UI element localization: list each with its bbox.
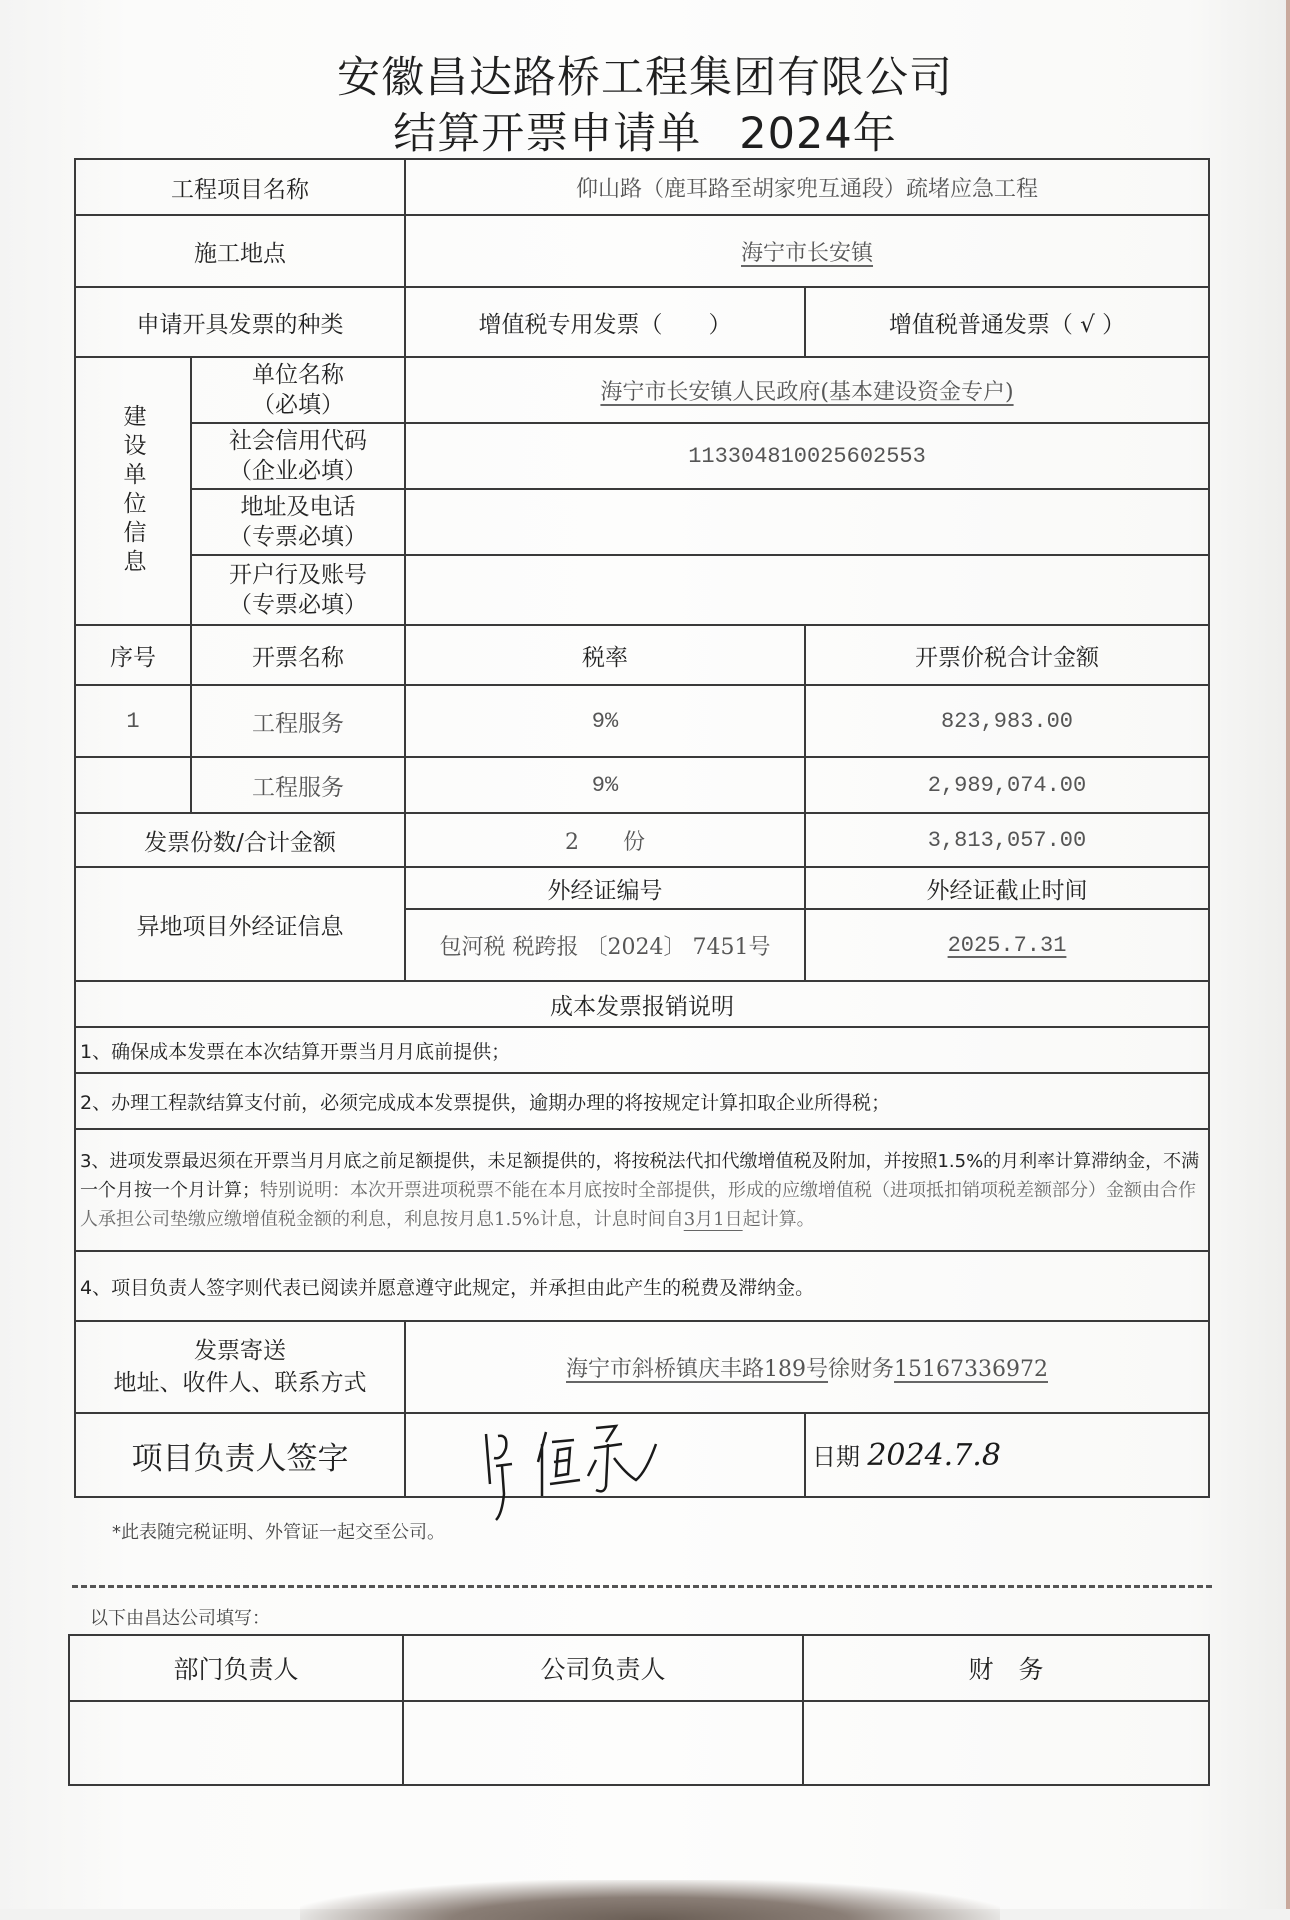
header-amount: 开票价税合计金额 <box>805 625 1209 685</box>
external-deadline-value: 2025.7.31 <box>947 932 1067 958</box>
date-field[interactable] <box>805 1413 1209 1497</box>
note-3 <box>75 1129 1209 1251</box>
approval-company-head: 公司负责人 <box>403 1635 803 1701</box>
site-value-cell[interactable] <box>405 215 1209 287</box>
builder-field-label: 地址及电话 （专票必填） <box>191 489 405 555</box>
project-name-value[interactable]: 仰山路（鹿耳路至胡家兜互通段）疏堵应急工程 <box>405 159 1209 215</box>
invoice-type-row <box>75 287 1209 357</box>
builder-name-value: 海宁市长安镇人民政府(基本建设资金专户) <box>600 379 1014 405</box>
item-row <box>75 685 1209 757</box>
item-amount[interactable]: 823,983.00 <box>805 685 1209 757</box>
items-header-row <box>75 625 1209 685</box>
note-row <box>75 1073 1209 1129</box>
note-3-end: 起计算。 <box>742 1208 815 1230</box>
notes-title: 成本发票报销说明 <box>75 981 1209 1027</box>
mailing-address: 海宁市斜桥镇庆丰路189号 <box>566 1356 829 1382</box>
company-fill-label: 以下由昌达公司填写： <box>90 1608 270 1629</box>
total-amount[interactable]: 3,813,057.00 <box>805 813 1209 867</box>
item-seq: 1 <box>75 685 191 757</box>
builder-name-value-cell[interactable] <box>405 357 1209 423</box>
project-name-row <box>75 159 1209 215</box>
date-value: 2024.7.8 <box>867 1438 1001 1473</box>
site-label: 施工地点 <box>75 215 405 287</box>
note-3-main: 3、进项发票最迟须在开票当月月底之前足额提供，未足额提供的，将按税法代扣代缴增值税及附加，并按照1.5%的月利率计算滞纳金，不满一个月按一个月计算； <box>80 1150 1200 1201</box>
company-title: 安徽昌达路桥工程集团有限公司 <box>337 53 953 103</box>
form-title <box>0 100 1290 161</box>
builder-group-label: 建设单位信息 <box>75 357 191 625</box>
note-1: 1、确保成本发票在本次结算开票当月月底前提供； <box>75 1027 1209 1073</box>
site-row <box>75 215 1209 287</box>
approval-header-row <box>69 1635 1209 1701</box>
signature-row <box>75 1413 1209 1497</box>
external-number-value[interactable]: 包河税 税跨报 〔2024〕 7451号 <box>405 909 805 981</box>
header-seq: 序号 <box>75 625 191 685</box>
cut-line <box>72 1585 1212 1588</box>
approval-table <box>68 1634 1210 1786</box>
approval-dept-head: 部门负责人 <box>69 1635 403 1701</box>
item-name[interactable]: 工程服务 <box>191 757 405 813</box>
dept-head-sign-field[interactable] <box>69 1701 403 1785</box>
item-seq <box>75 757 191 813</box>
header-tax-rate: 税率 <box>405 625 805 685</box>
builder-field-label: 社会信用代码 （企业必填） <box>191 423 405 489</box>
builder-row <box>75 357 1209 423</box>
form-year: 2024年 <box>739 109 897 159</box>
builder-field-label: 开户行及账号 （专票必填） <box>191 555 405 625</box>
header-invoice-name: 开票名称 <box>191 625 405 685</box>
external-label: 异地项目外经证信息 <box>75 867 405 981</box>
finance-sign-field[interactable] <box>803 1701 1209 1785</box>
note-3-date: 3月1日 <box>683 1208 743 1230</box>
item-row <box>75 757 1209 813</box>
total-label: 发票份数/合计金额 <box>75 813 405 867</box>
mailing-row <box>75 1321 1209 1413</box>
note-row <box>75 1129 1209 1251</box>
credit-code-value[interactable]: 11330481002560255​3 <box>405 423 1209 489</box>
normal-invoice-option[interactable]: 增值税普通发票（ √ ） <box>805 287 1209 357</box>
approval-sign-row <box>69 1701 1209 1785</box>
note-row <box>75 1251 1209 1321</box>
footnote: *此表随完税证明、外管证一起交至公司。 <box>112 1522 445 1543</box>
application-form-table <box>74 158 1210 1498</box>
builder-row <box>75 555 1209 625</box>
item-rate[interactable]: 9% <box>405 757 805 813</box>
company-head-sign-field[interactable] <box>403 1701 803 1785</box>
paper-edge <box>1286 0 1290 1909</box>
signature-field[interactable] <box>405 1413 805 1497</box>
builder-field-label: 单位名称 （必填） <box>191 357 405 423</box>
item-rate[interactable]: 9% <box>405 685 805 757</box>
signature-label: 项目负责人签字 <box>75 1413 405 1497</box>
notes-title-row <box>75 981 1209 1027</box>
approval-finance: 财 务 <box>803 1635 1209 1701</box>
item-amount[interactable]: 2,989,074.00 <box>805 757 1209 813</box>
mailing-label: 发票寄送 地址、收件人、联系方式 <box>75 1321 405 1413</box>
bank-account-value[interactable] <box>405 555 1209 625</box>
handwritten-signature <box>446 1414 746 1524</box>
external-deadline-cell[interactable] <box>805 909 1209 981</box>
external-number-header: 外经证编号 <box>405 867 805 909</box>
item-name[interactable]: 工程服务 <box>191 685 405 757</box>
mailing-phone: 15167336972 <box>894 1356 1048 1382</box>
invoice-type-label: 申请开具发票的种类 <box>75 287 405 357</box>
builder-row <box>75 423 1209 489</box>
special-invoice-option[interactable]: 增值税专用发票（ ） <box>405 287 805 357</box>
address-phone-value[interactable] <box>405 489 1209 555</box>
form-title-text: 结算开票申请单 <box>393 109 702 159</box>
note-2: 2、办理工程款结算支付前，必须完成成本发票提供，逾期办理的将按规定计算扣取企业所得税； <box>75 1073 1209 1129</box>
total-row <box>75 813 1209 867</box>
note-row <box>75 1027 1209 1073</box>
total-count[interactable]: 2 份 <box>405 813 805 867</box>
note-4: 4、项目负责人签字则代表已阅读并愿意遵守此规定，并承担由此产生的税费及滞纳金。 <box>75 1251 1209 1321</box>
builder-row <box>75 489 1209 555</box>
external-deadline-header: 外经证截止时间 <box>805 867 1209 909</box>
bottom-shadow <box>300 1880 1000 1920</box>
note-3-special: 特别说明：本次开票进项税票不能在本月底按时全部提供，形成的应缴增值税（进项抵扣销项税差额部分）金额由合作人承担公司垫缴应缴增值税金额的利息，利息按月息1.5%计息，计息时间自 <box>80 1179 1196 1230</box>
project-name-label: 工程项目名称 <box>75 159 405 215</box>
mailing-recipient: 徐财务 <box>828 1356 895 1382</box>
site-value: 海宁市长安镇 <box>741 240 874 266</box>
date-label: 日期 <box>812 1443 860 1471</box>
external-header-row <box>75 867 1209 909</box>
mailing-value[interactable] <box>405 1321 1209 1413</box>
